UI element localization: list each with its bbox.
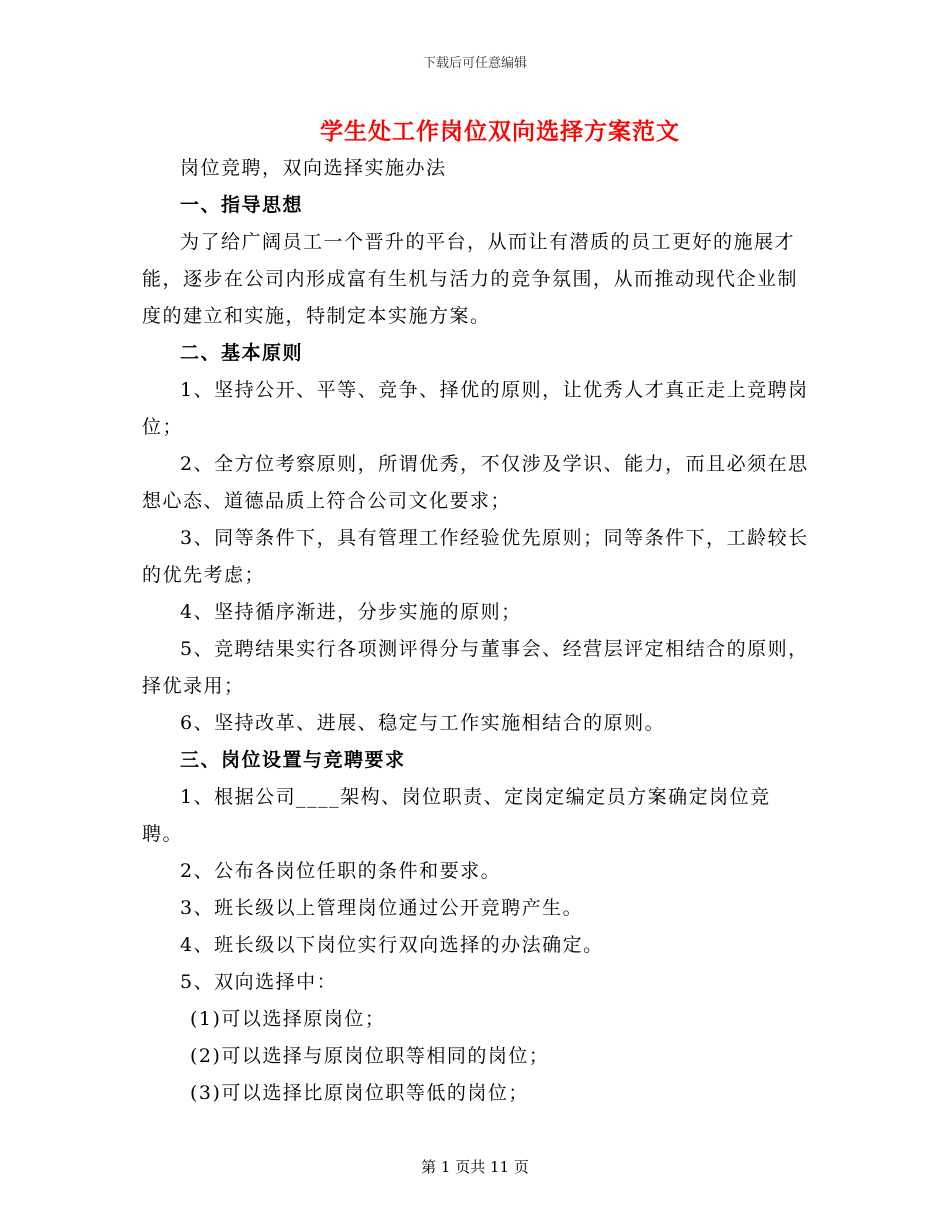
paragraph-8: 5、竞聘结果实行各项测评得分与董事会、经营层评定相结合的原则，择优录用； bbox=[142, 638, 809, 697]
list-item-1: (1)可以选择原岗位； bbox=[190, 1008, 386, 1030]
header-note: 下载后可任意编辑 bbox=[422, 56, 527, 71]
document-title: 学生处工作岗位双向选择方案范文 bbox=[320, 118, 680, 145]
list-item-3: (3)可以选择比原岗位职等低的岗位； bbox=[190, 1082, 529, 1104]
paragraph-0: 岗位竞聘，双向选择实施办法 bbox=[180, 157, 447, 179]
section-heading-2: 二、基本原则 bbox=[180, 342, 304, 364]
paragraph-2: 为了给广阔员工一个晋升的平台，从而让有潜质的员工更好的施展才能，逐步在公司内形成富有生机与活力的竞争氛围，从而推动现代企业制度的建立和实施，特制定本实施方案。 bbox=[142, 231, 799, 327]
paragraph-13: 3、班长级以上管理岗位通过公开竞聘产生。 bbox=[180, 897, 584, 919]
page-footer: 第 1 页共 11 页 bbox=[421, 1158, 529, 1176]
section-heading-1: 一、指导思想 bbox=[180, 194, 304, 216]
paragraph-6: 3、同等条件下，具有管理工作经验优先原则；同等条件下，工龄较长的优先考虑； bbox=[142, 527, 809, 586]
paragraph-14: 4、班长级以下岗位实行双向选择的办法确定。 bbox=[180, 934, 604, 956]
section-heading-3: 三、岗位设置与竞聘要求 bbox=[180, 749, 406, 771]
paragraph-12: 2、公布各岗位任职的条件和要求。 bbox=[180, 860, 502, 882]
paragraph-9: 6、坚持改革、进展、稳定与工作实施相结合的原则。 bbox=[180, 712, 666, 734]
document-body bbox=[142, 150, 810, 1112]
list-item-2: (2)可以选择与原岗位职等相同的岗位； bbox=[190, 1045, 550, 1067]
paragraph-7: 4、坚持循序渐进，分步实施的原则； bbox=[180, 601, 522, 623]
paragraph-11: 1、根据公司____架构、岗位职责、定岗定编定员方案确定岗位竞聘。 bbox=[142, 786, 771, 845]
paragraph-4: 1、坚持公开、平等、竞争、择优的原则，让优秀人才真正走上竞聘岗位； bbox=[142, 379, 809, 438]
paragraph-5: 2、全方位考察原则，所谓优秀，不仅涉及学识、能力，而且必须在思想心态、道德品质上符合公司文化要求； bbox=[142, 453, 809, 512]
paragraph-15: 5、双向选择中： bbox=[180, 971, 338, 993]
